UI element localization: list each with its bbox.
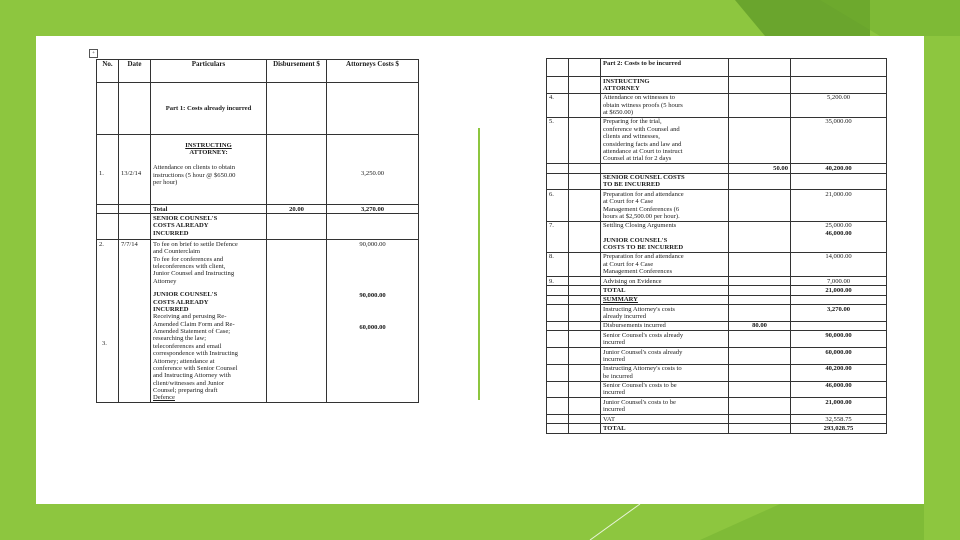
section-heading: COSTS TO BE INCURRED: [603, 244, 684, 251]
section-heading: INCURRED: [153, 229, 189, 237]
summary-row: [547, 305, 887, 322]
part2-title-row: [547, 59, 887, 77]
particulars-line: Attorney; attendance at: [153, 357, 215, 365]
subtotal-row: [547, 164, 887, 173]
total-amount: 21,000.00: [825, 286, 852, 294]
particulars-line: per hour): [153, 179, 178, 186]
summary-amount: 32,558.75: [825, 415, 852, 423]
particulars-line: teleconferences and email: [153, 342, 222, 350]
subtotal-amount: 40,200.00: [825, 164, 852, 172]
section-heading: JUNIOR COUNSEL'S: [153, 291, 218, 299]
summary-title-row: [547, 295, 887, 304]
particulars-line: Amended Statement of Case;: [153, 328, 231, 335]
particulars-line: and Counterclaim: [153, 248, 201, 256]
particulars-line: obtain witness proofs (5 hours: [603, 101, 683, 109]
summary-amount: 21,000.00: [825, 398, 852, 406]
table-move-handle-icon[interactable]: +: [89, 49, 98, 58]
left-costs-table-panel: [96, 59, 419, 403]
row-amount: 35,000.00: [825, 118, 852, 126]
table-header-row: [97, 60, 419, 83]
summary-label: incurred: [603, 389, 625, 397]
total-row: [97, 205, 419, 214]
section-heading: COSTS ALREADY: [153, 298, 209, 306]
row-date: 7/7/14: [121, 240, 138, 248]
particulars-line: To fee on brief to settle Defence: [153, 240, 238, 248]
table-row: [547, 93, 887, 117]
particulars-line: conference with Senior Counsel: [153, 364, 238, 372]
particulars-line: researching the law;: [153, 335, 207, 343]
summary-label: Instructing Attorney's costs to: [603, 365, 682, 373]
subtotal-disbursement: 50.00: [773, 164, 788, 172]
summary-row: [547, 321, 887, 330]
particulars-line: clients and witnesses,: [603, 133, 660, 141]
costs-incurred-table: [96, 59, 419, 403]
summary-row: [547, 398, 887, 415]
section-heading: SENIOR COUNSEL'S: [153, 214, 218, 222]
summary-label: incurred: [603, 406, 625, 414]
header-particulars: Particulars: [151, 60, 267, 83]
section-heading: JUNIOR COUNSEL'S: [603, 236, 668, 244]
grand-total-label: TOTAL: [603, 424, 626, 432]
summary-amount: 60,000.00: [825, 348, 852, 356]
bottom-center-stroke: [590, 504, 640, 540]
particulars-line: Preparation for and attendance: [603, 253, 684, 261]
particulars-line: Attorney: [153, 277, 177, 285]
summary-row: [547, 348, 887, 365]
summary-amount: 90,000.00: [825, 331, 852, 339]
particulars-line: conference with Counsel and: [603, 125, 680, 133]
particulars-line: Receiving and perusing Re-: [153, 313, 227, 321]
summary-amount: 3,270.00: [826, 305, 851, 313]
table-row: [547, 277, 887, 286]
row-amount: 7,000.00: [826, 277, 851, 285]
summary-label: Instructing Attorney's costs: [603, 305, 675, 313]
particulars-line: Settling Closing Arguments: [603, 222, 677, 230]
row-number: 6.: [549, 190, 554, 198]
section-heading: SENIOR COUNSEL COSTS: [603, 174, 685, 181]
particulars-line: Advising on Evidence: [603, 277, 662, 285]
summary-label: already incurred: [603, 313, 647, 320]
summary-amount: 40,200.00: [825, 365, 852, 373]
row-number: 5.: [549, 118, 554, 126]
particulars-line: at Court for 4 Case: [603, 260, 654, 268]
section-row: [547, 173, 887, 190]
particulars-line: instructions (5 hour @ $650.00: [153, 171, 236, 179]
part1-title-row: [97, 83, 419, 135]
row-number: 7.: [549, 222, 554, 230]
summary-label: incurred: [603, 355, 625, 363]
particulars-line: Counsel at trial for 2 days: [603, 155, 672, 163]
row-number: 9.: [549, 277, 554, 285]
summary-label: be incurred: [603, 372, 633, 380]
particulars-line: at Court for 4 Case: [603, 198, 654, 206]
particulars-line: Amended Claim Form and Re-: [153, 320, 235, 328]
summary-disbursement: 80.00: [752, 322, 767, 330]
grand-total-amount: 293,028.75: [823, 424, 854, 432]
section-heading: ATTORNEY:: [189, 148, 228, 156]
table-row: [547, 190, 887, 222]
section-heading: TO BE INCURRED: [603, 181, 661, 189]
particulars-line: attendance at Court to instruct: [603, 147, 683, 155]
particulars-line: Management Conferences: [603, 268, 673, 276]
row-date: 13/2/14: [121, 169, 142, 177]
particulars-line: Management Conferences (6: [603, 205, 680, 213]
row-amount: 25,000.00: [825, 222, 852, 230]
table-row: [547, 221, 887, 252]
table-row: [97, 135, 419, 205]
particulars-line: teleconferences with client,: [153, 263, 226, 270]
total-label: TOTAL: [603, 286, 626, 294]
total-row: [547, 286, 887, 295]
section-heading: COSTS ALREADY: [153, 222, 209, 230]
row-number: 8.: [549, 253, 554, 261]
summary-label: Senior Counsel's costs to be: [603, 382, 677, 389]
costs-to-be-incurred-table: [546, 58, 887, 434]
summary-row: [547, 415, 887, 424]
particulars-line: Attendance on witnesses to: [603, 94, 675, 102]
section-heading: INSTRUCTING: [603, 77, 650, 85]
header-attorneys-costs: Attorneys Costs $: [327, 60, 419, 83]
total-amount: 3,270.00: [360, 205, 385, 213]
header-disbursement: Disbursement $: [267, 60, 327, 83]
row-amount: 60,000.00: [359, 323, 386, 331]
row-amount: 21,000.00: [825, 190, 852, 198]
particulars-line: Attendance on clients to obtain: [153, 164, 236, 172]
right-costs-table-panel: [546, 58, 887, 434]
header-date: Date: [119, 60, 151, 83]
row-amount: 14,000.00: [825, 253, 852, 261]
summary-row: [547, 331, 887, 348]
particulars-line: client/witnesses and Junior: [153, 379, 225, 387]
summary-label: Junior Counsel's costs to be: [603, 398, 676, 406]
table-row: [547, 117, 887, 163]
summary-amount: 46,000.00: [825, 382, 852, 389]
section-heading: ATTORNEY: [603, 84, 640, 92]
grand-total-row: [547, 424, 887, 433]
bottom-right-triangle: [700, 504, 924, 540]
header-no: No.: [97, 60, 119, 83]
total-label: Total: [153, 205, 168, 213]
summary-label: Disbursements incurred: [603, 322, 666, 330]
summary-row: [547, 381, 887, 398]
particulars-line: To fee for conferences and: [153, 255, 224, 263]
row-amount: 3,250.00: [360, 169, 385, 177]
divider-line: [478, 128, 480, 400]
particulars-line: Junior Counsel and Instructing: [153, 270, 235, 278]
row-number: 4.: [549, 94, 554, 102]
summary-label: VAT: [603, 415, 615, 423]
section-row: [547, 77, 887, 94]
part1-title: Part 1: Costs already incurred: [165, 104, 252, 112]
subtotal-amount: 90,000.00: [359, 292, 386, 300]
particulars-line: hours at $2,500.00 per hour).: [603, 212, 680, 220]
total-disbursement: 20.00: [289, 205, 304, 213]
summary-row: [547, 364, 887, 381]
summary-label: Junior Counsel's costs already: [603, 348, 683, 356]
section-heading: INSTRUCTING: [185, 141, 232, 149]
summary-label: Senior Counsel's costs already: [603, 331, 684, 339]
table-row: [97, 240, 419, 403]
row-number: 2.: [99, 240, 104, 248]
row-amount: 90,000.00: [359, 240, 386, 248]
particulars-line: Preparation for and attendance: [603, 190, 684, 198]
row-amount: 5,200.00: [826, 94, 851, 102]
particulars-line: and Instructing Attorney with: [153, 372, 231, 380]
row3-number: 3.: [102, 340, 107, 347]
row-number: 1.: [99, 169, 104, 177]
particulars-line: correspondence with Instructing: [153, 350, 238, 358]
section-heading: INCURRED: [153, 305, 189, 313]
summary-label: incurred: [603, 339, 625, 347]
particulars-line: Counsel; preparing draft: [153, 387, 218, 394]
subtotal-amount: 46,000.00: [825, 229, 852, 237]
section-row: [97, 214, 419, 240]
particulars-line: considering facts and law and: [603, 140, 682, 148]
particulars-line: Defence: [153, 394, 175, 402]
particulars-line: Preparing for the trial,: [603, 118, 662, 126]
particulars-line: at $650.00): [603, 109, 634, 116]
summary-title: SUMMARY: [603, 296, 638, 304]
table-row: [547, 252, 887, 276]
part2-title: Part 2: Costs to be incurred: [603, 59, 682, 67]
